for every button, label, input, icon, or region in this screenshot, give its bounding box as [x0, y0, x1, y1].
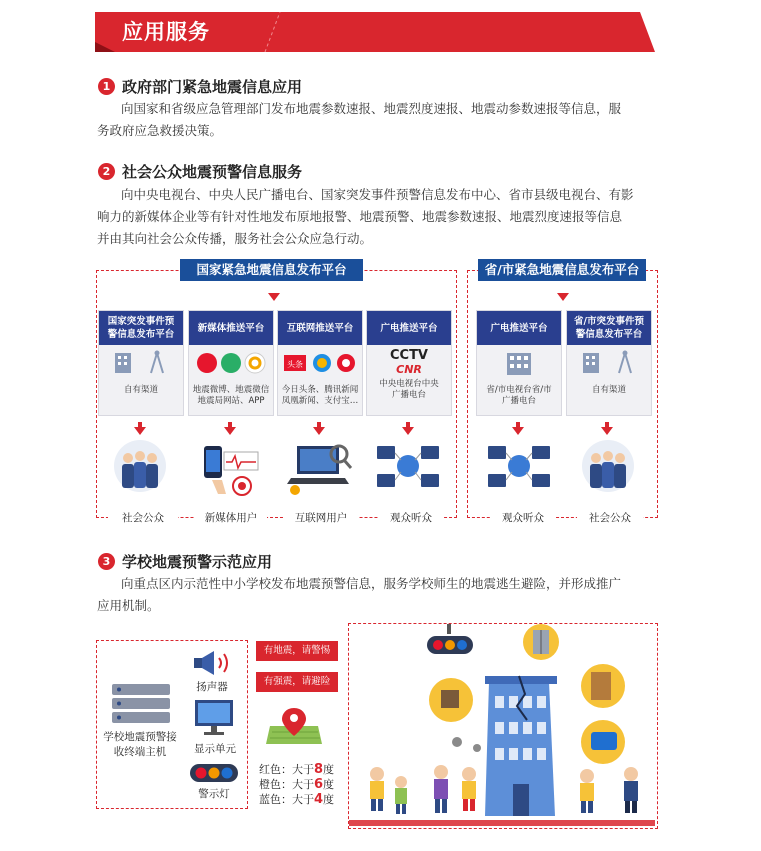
- down-arrow-icon: [402, 422, 414, 435]
- tv-network-icon: [486, 440, 552, 498]
- speaker-icon: [192, 650, 236, 676]
- audience-label: 社会公众: [577, 510, 643, 525]
- section-2-title: 社会公众地震预警信息服务: [122, 163, 303, 181]
- section-1-line: 务政府应急救援决策。: [97, 123, 223, 138]
- section-2-line: 并由其向社会公众传播，服务社会公众应急行动。: [97, 231, 373, 246]
- weibo-wechat-icon: [189, 345, 273, 381]
- light-label: 警示灯: [198, 788, 230, 800]
- down-arrow-icon: [134, 422, 146, 435]
- card-province-broadcast: [476, 310, 562, 416]
- display-monitor-icon: [194, 698, 234, 738]
- card-head: 新媒体推送平台: [189, 311, 273, 345]
- display-label: 显示单元: [194, 743, 236, 755]
- card-text: 地震微博、地震微信地震局网站、APP: [192, 385, 270, 406]
- legend-prefix: 橙色：大于: [259, 778, 314, 791]
- down-arrow-icon: [557, 293, 569, 301]
- alert-warning-pill: 有地震，请警惕: [256, 641, 338, 661]
- card-province-emergency: [566, 310, 652, 416]
- audience-label: 观众听众: [378, 510, 444, 525]
- warning-light-icon: [190, 764, 238, 782]
- section-1-line: 向国家和省级应急管理部门发布地震参数速报、地震烈度速报、地震动参数速报等信息，服: [121, 101, 622, 116]
- page-title: 应用服务: [122, 20, 210, 44]
- section-2-line: 向中央电视台、中央人民广播电台、国家突发事件预警信息发布中心、省市县级电视台、有影: [121, 187, 634, 202]
- legend-prefix: 蓝色：大于: [259, 793, 314, 806]
- card-text: 自有渠道: [591, 385, 626, 395]
- legend-row-blue: [259, 792, 334, 807]
- legend-row-orange: [259, 777, 334, 792]
- school-evacuation-illustration: [349, 624, 655, 826]
- card-text: 今日头条、腾讯新闻凤凰新闻、支付宝…: [281, 385, 359, 406]
- card-broadcast: [366, 310, 452, 416]
- toutiao-icon-text: 头条: [287, 360, 303, 369]
- section-2-number: 2: [98, 163, 115, 180]
- host-label: 学校地震预警接收终端主机: [103, 731, 177, 758]
- audience-label: 新媒体用户: [195, 510, 267, 525]
- card-text: 省/市电视台省/市广播电台: [486, 385, 552, 406]
- legend-unit: 度: [323, 763, 335, 776]
- public-crowd-icon: [110, 440, 170, 498]
- legend-unit: 度: [323, 778, 335, 791]
- down-arrow-icon: [224, 422, 236, 435]
- section-1-number: 1: [98, 78, 115, 95]
- section-3-line: 应用机制。: [97, 598, 160, 613]
- phone-user-icon: [198, 440, 264, 498]
- map-pin-icon: [266, 706, 322, 746]
- building-icon: [477, 345, 561, 381]
- cctv-logo: CCTV: [389, 348, 428, 363]
- legend-value: 6: [314, 777, 324, 792]
- down-arrow-icon: [268, 293, 280, 301]
- section-3-title: 学校地震预警示范应用: [122, 553, 273, 571]
- intensity-legend: [259, 762, 334, 807]
- tv-network-icon: [375, 440, 441, 498]
- building-tower-icon: [567, 345, 651, 381]
- national-platform-title: 国家紧急地震信息发布平台: [180, 259, 363, 281]
- down-arrow-icon: [512, 422, 524, 435]
- card-head: 省/市突发事件预警信息发布平台: [567, 311, 651, 345]
- down-arrow-icon: [313, 422, 325, 435]
- cnr-logo: CNR: [396, 363, 422, 376]
- audience-label: 互联网用户: [284, 510, 358, 525]
- server-host-icon: [112, 684, 170, 724]
- audience-label: 观众听众: [490, 510, 556, 525]
- section-1-title: 政府部门紧急地震信息应用: [122, 78, 303, 96]
- section-1-body: [97, 98, 667, 142]
- legend-prefix: 红色：大于: [259, 763, 314, 776]
- legend-unit: 度: [323, 793, 335, 806]
- news-app-icon: [278, 345, 362, 381]
- section-3-body: [97, 573, 667, 617]
- speaker-label: 扬声器: [196, 681, 228, 693]
- alert-evacuate-pill: 有强震，请避险: [256, 672, 338, 692]
- section-3-number: 3: [98, 553, 115, 570]
- public-crowd-icon: [578, 440, 638, 498]
- legend-row-red: [259, 762, 334, 777]
- card-head: 国家突发事件预警信息发布平台: [99, 311, 183, 345]
- section-2-body: [97, 184, 667, 250]
- card-internet: [277, 310, 363, 416]
- card-head: 广电推送平台: [477, 311, 561, 345]
- legend-value: 4: [314, 792, 324, 807]
- province-platform-title: 省/市紧急地震信息发布平台: [478, 259, 646, 281]
- card-head: 互联网推送平台: [278, 311, 362, 345]
- legend-value: 8: [314, 762, 324, 777]
- card-new-media: [188, 310, 274, 416]
- section-3-line: 向重点区内示范性中小学校发布地震预警信息，服务学校师生的地震逃生避险，并形成推广: [121, 576, 622, 591]
- card-national-emergency: [98, 310, 184, 416]
- down-arrow-icon: [601, 422, 613, 435]
- card-head: 广电推送平台: [367, 311, 451, 345]
- laptop-internet-icon: [287, 440, 353, 498]
- card-text: 中央电视台中央广播电台: [379, 379, 439, 400]
- card-text: 自有渠道: [123, 385, 158, 395]
- building-tower-icon: [99, 345, 183, 381]
- section-2-line: 响力的新媒体企业等有针对性地发布原地报警、地震预警、地震参数速报、地震烈度速报等信息: [97, 209, 623, 224]
- audience-label: 社会公众: [108, 510, 178, 525]
